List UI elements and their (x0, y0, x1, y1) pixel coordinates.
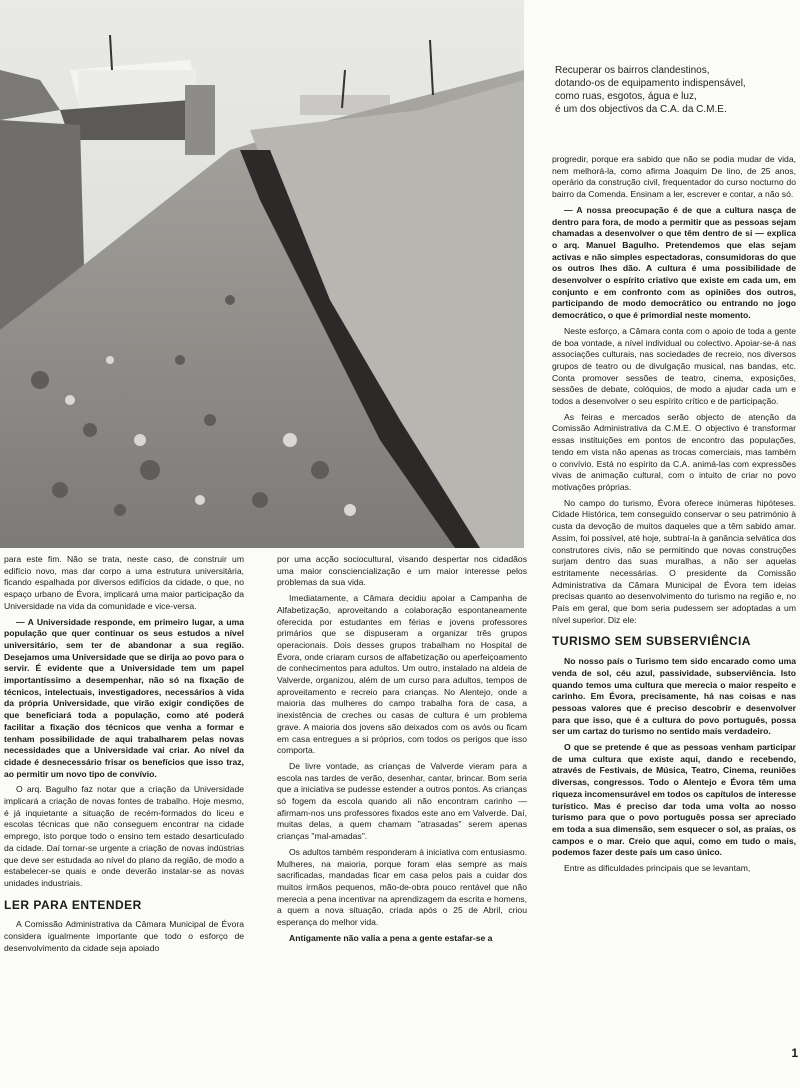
paragraph: progredir, porque era sabido que não se podia mudar de vida, nem melhorá-la, como afirma Joaquim De lino, de 25 anos, operário da construção civil, frequentador do curso nocturno do bairro da Comenda. Ensinam a ler, escrever e contar, a não só. (552, 154, 796, 200)
caption-line: é um dos objectivos da C.A. da C.M.E. (555, 104, 727, 115)
paragraph: Os adultos também responderam à iniciativa com entusiasmo. Mulheres, na maioria, porque foram elas sempre as mais sacrificadas, mandadas ficar em casa pelos pais a cuidar dos muitos irmãos pequenos, mão-de-obra pouco rentável que não merecia a pena incentivar na aprendizagem da escrita e homens, a quem a nova situação, criada após o 25 de Abril, criou esperança do melhor vida. (277, 846, 527, 928)
paragraph: As feiras e mercados serão objecto de atenção da Comissão Administrativa da C.M.E. O objectivo é transformar essas instituições em pontos de encontro das populações, tendo em vista não apenas as trocas comerciais, mas também o convívio. Está no espírito da C.A. animá-las com expressões vivas de animação cultural, com o intuito de criar no povo motivações próprias. (552, 411, 796, 492)
section-heading-turismo: TURISMO SEM SUBSERVIÊNCIA (552, 634, 751, 649)
paragraph: Entre as dificuldades principais que se levantam, (564, 863, 751, 874)
paragraph: O que se pretende é que as pessoas venham participar de uma cultura que existe aqui, dando e recebendo, através de Festivais, de Música, Teatro, Cinema, reuniões diversas, congressos. Todo o Alentejo e Évora têm uma riqueza incomensurável em todos os capítulos de interesse turístico. Mas é preciso dar toda uma volta ao nosso turismo para que o povo português possa ser apreciado em toda a sua dimensão, sem esquecer o sol, as praias, os campos e o mar. Creio que aqui, como em tudo o mais, podemos fazer deste país um caso único. (552, 742, 796, 858)
caption-line: como ruas, esgotos, água e luz, (555, 91, 697, 102)
page-number: 1 (791, 1046, 798, 1060)
paragraph: por uma acção sociocultural, visando despertar nos cidadãos uma maior consciencialização e um maior interesse pelos problemas da sua vida. (277, 554, 527, 588)
paragraph: Antigamente não valia a pena a gente estafar-se a (289, 932, 493, 943)
paragraph: Imediatamente, a Câmara decidiu apoiar a Campanha de Alfabetização, aproveitando a colaboração espontaneamente oferecida por estudantes em férias e jovens professores primários que se dispuseram a organizar três grupos operacionais. Dois desses grupos trabalham no Hospital de Évora, onde criaram cursos de alfabetização ou aperfeiçoamento de conhecimentos para adultos. Um outro, instalado na aldeia de Valverde, organizou, além de um curso para adultos, tempos de aproveitamento e recreio para crianças. No Alentejo, onde a maioria das mulheres do campo trabalha fora de casa, a inexistência de creches ou casas de cultura é um problema grave. A maioria dos jovens são deixados com os avós ou ficam em casa entregues a si próprios, com todos os perigos que isso comporta. (277, 593, 527, 756)
caption-line: Recuperar os bairros clandestinos, (555, 65, 710, 76)
trench-street-photo-icon (0, 0, 524, 548)
text-column-middle (277, 554, 527, 1084)
paragraph: — A nossa preocupação é de que a cultura nasça de dentro para fora, de modo a permitir que as pessoas sejam chamadas a desenvolver o que têm dentro de si — explica o arq. Manuel Bagulho. Pretendemos que elas sejam activas e não simples espectadoras, consumidoras do que os outros lhes dão. A cultura é uma possibilidade de desenvolver o espírito criativo que existe em cada um, em conjunto e em confronto com as opiniões dos outros, participando de modo democrático ou entrando no jogo democrático, o que é primordial neste momento. (552, 204, 796, 321)
section-heading-ler-para-entender: LER PARA ENTENDER (4, 897, 142, 912)
caption-line: dotando-os de equipamento indispensável, (555, 78, 746, 89)
paragraph: No campo do turismo, Évora oferece inúmeras hipóteses. Cidade Histórica, tem conseguido conservar o seu património à custa da devoção de muitos daqueles que a têm sabido amar. Assim, foi possível, até hoje, subtraí-la à ganância selvática dos construtores civis, não se permitindo que novas construções surjam dentro das suas muralhas, a não ser aquelas estritamente necessárias. O presidente da Comissão Administrativa da Câmara Municipal de Évora tem ideias precisas quanto ao desenvolvimento do turismo na região e, no País em geral, que bom seria pudessem ser adoptadas a um nível superior. Diz ele: (552, 497, 796, 625)
text-column-right (552, 154, 796, 1085)
paragraph: O arq. Bagulho faz notar que a criação da Universidade implicará a criação de novas fontes de trabalho. Hoje mesmo, é já inquietante a situação de recém-formados do liceu e escolas técnicas que não conseguem encontrar na cidade emprego, isto porque todo o ensino tem estado desarticulado da cidade. Daí tornar-se urgente a criação de novas indústrias que deve ser estudada ao nível do plano da região, de modo a estabelecer-se quais e onde deverão instalar-se as novas unidades industriais. (4, 784, 244, 888)
paragraph: No nosso país o Turismo tem sido encarado como uma venda de sol, céu azul, passividade, subserviência. Isto quando temos uma cultura que merecia o maior respeito e carinho. Em Évora, precisamente, há nas coisas e nas pessoas valores que é preciso descobrir e desenvolver para que isso, que é a cultura do povo português, possa ser um cartaz do turismo no sentido mais verdadeiro. (552, 656, 796, 737)
text-column-left (4, 554, 244, 1084)
photo-caption (555, 64, 795, 116)
paragraph: Neste esforço, a Câmara conta com o apoio de toda a gente de boa vontade, a nível individual ou colectivo. Apoiar-se-á nas associações culturais, nas sociedades de recreio, nos diversos grupos de teatro ou de divulgação musical, nas bandas, etc. Conta promover sessões de teatro, cinema, exposições, sessões de debate, colóquios, de modo a ajudar cada um e todos a desenvolver o seu espírito crítico e de participação. (552, 325, 796, 407)
paragraph: De livre vontade, as crianças de Valverde vieram para a escola nas tardes de verão, desenhar, cantar, brincar. Bom seria que a iniciativa se pudesse estender a outros pontos. As crianças só fogem da escola quando ali não encontram carinho — afirmam-nos uns professores fixados este ano em Valverde. Daí, muitas delas, a quem chamam "atrasadas" serem apenas crianças "mal-amadas". (277, 760, 527, 842)
paragraph: — A Universidade responde, em primeiro lugar, a uma população que quer continuar os seus estudos a nível universitário, sem ter de abandonar a sua região. Desejamos uma Universidade que se dirija ao povo para o servir. É evidente que a Universidade tem um papel importantíssimo a desempenhar, não só na fixação de técnicos, intelectuais, investigadores, necessários à vida da própria Universidade, que virão exigir condições de que beneficiará toda a população, como até poderá facilitar a fixação dos técnicos que venha a formar e tenham possibilidade de aqui trabalharem pelas novas necessidades que a Universidade vai criar. Ao nível da cidade é desnecessário frisar os benefícios que isso traz, ao permitir um novo tipo de convívio. (4, 616, 244, 779)
paragraph: para este fim. Não se trata, neste caso, de construir um edifício novo, mas dar corpo a uma estrutura universitária, ficando espalhada por diversos edifícios da cidade, o que, no espaço urbano de Évora, implicará uma maior participação da Universidade na vida da comunidade e vice-versa. (4, 554, 244, 611)
paragraph: A Comissão Administrativa da Câmara Municipal de Évora considera igualmente importante que todo o esforço de desenvolvimento da cidade seja apoiado (4, 919, 244, 953)
street-trench-photo (0, 0, 524, 548)
